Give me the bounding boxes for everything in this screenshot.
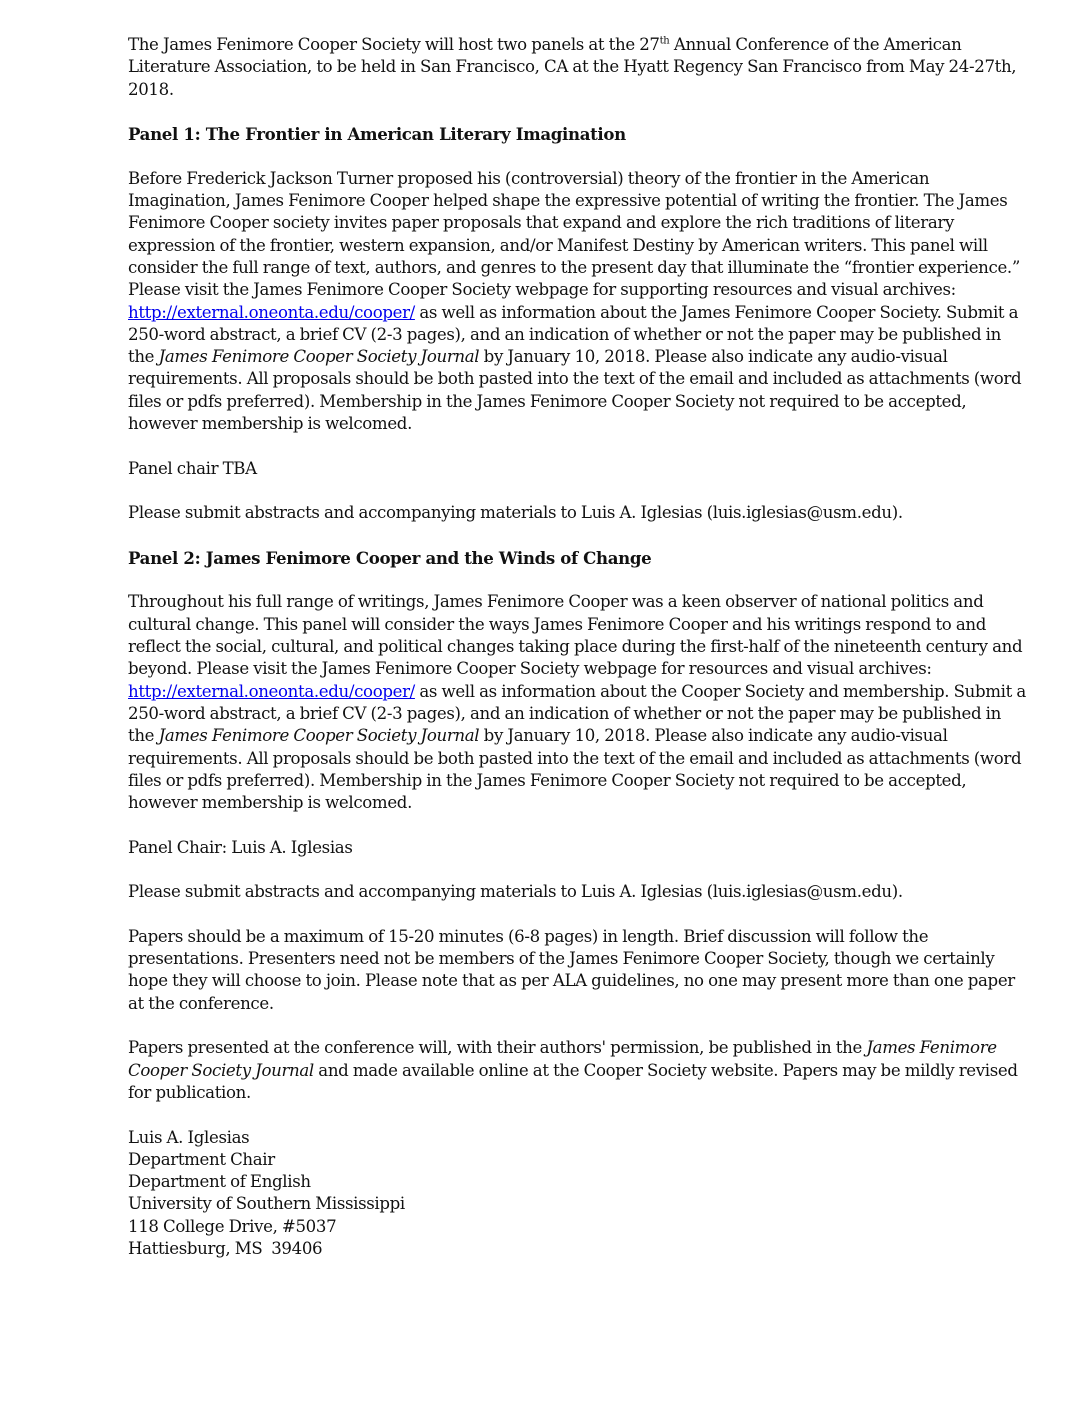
panel1-text-b: as well as information about the James Fenimore Cooper Society. Submit a 250-word abstract, a brief CV (2-3 pages), and an indication of whether or not the paper may be published in the: [128, 302, 1019, 367]
journal-title: James Fenimore Cooper Society Journal: [158, 726, 480, 746]
panel2-heading: Panel 2: James Fenimore Cooper and the Winds of Change: [128, 547, 652, 568]
signature-department: Department of English: [128, 1172, 311, 1192]
guidelines-paragraph: Papers should be a maximum of 15-20 minutes (6-8 pages) in length. Brief discussion will follow the presentations. Presenters need not be members of the James Fenimore Cooper Society, though we certainly hope they will choose to join. Please note that as per ALA guidelines, no one may present more than one paper at the conference.: [128, 926, 1015, 1013]
publication-text-b: and made available online at the Cooper Society website. Papers may be mildly revised for publication.: [128, 1060, 1018, 1102]
journal-title: James Fenimore Cooper Society Journal: [128, 1038, 997, 1080]
signature-title: Department Chair: [128, 1149, 275, 1169]
signature-name: Luis A. Iglesias: [128, 1127, 250, 1147]
panel1-text-a: Before Frederick Jackson Turner proposed his (controversial) theory of the frontier in the American Imagination, James Fenimore Cooper helped shape the expressive potential of writing the frontier. The James Fenimore Cooper society invites paper proposals that expand and explore the rich traditions of literary expression of the frontier, western expansion, and/or Manifest Destiny by American writers. This panel will consider the full range of text, authors, and genres to the present day that illuminate the “frontier experience.” Please visit the James Fenimore Cooper Society webpage for supporting resources and visual archives:: [128, 168, 1020, 300]
signature-block: [128, 1127, 1028, 1261]
publication-paragraph: [128, 1037, 1028, 1104]
signature-university: University of Southern Mississippi: [128, 1194, 405, 1214]
panel2-submit: Please submit abstracts and accompanying materials to Luis A. Iglesias (luis.iglesias@usm.edu).: [128, 882, 903, 902]
panel1-text-c: by January 10, 2018. Please also indicate any audio-visual requirements. All proposals should be both pasted into the text of the email and included as attachments (word files or pdfs preferred). Membership in the James Fenimore Cooper Society not required to be accepted, however membership is welcomed.: [128, 347, 1022, 434]
intro-text: The James Fenimore Cooper Society will host two panels at the 27: [128, 35, 660, 54]
document-page: [128, 34, 1028, 1260]
panel2-description: [128, 591, 1028, 814]
intro-paragraph: [128, 34, 1028, 101]
intro-text-cont: Annual Conference of the American Literature Association, to be held in San Francisco, CA at the Hyatt Regency San Francisco from May 24-27th, 2018.: [128, 35, 1017, 99]
panel1-heading: Panel 1: The Frontier in American Literary Imagination: [128, 124, 626, 145]
cooper-society-link[interactable]: http://external.oneonta.edu/cooper/: [128, 681, 415, 701]
panel2-text-c: by January 10, 2018. Please also indicate any audio-visual requirements. All proposals should be both pasted into the text of the email and included as attachments (word files or pdfs preferred). Membership in the James Fenimore Cooper Society not required to be accepted, however membership is welcomed.: [128, 726, 1022, 813]
ordinal-superscript: th: [659, 35, 670, 47]
cooper-society-link[interactable]: http://external.oneonta.edu/cooper/: [128, 302, 415, 322]
signature-street: 118 College Drive, #5037: [128, 1216, 337, 1236]
panel1-chair: Panel chair TBA: [128, 458, 257, 478]
signature-city: Hattiesburg, MS 39406: [128, 1239, 323, 1259]
publication-text-a: Papers presented at the conference will, with their authors' permission, be published in the: [128, 1038, 867, 1058]
panel1-submit: Please submit abstracts and accompanying materials to Luis A. Iglesias (luis.iglesias@usm.edu).: [128, 503, 903, 523]
journal-title: James Fenimore Cooper Society Journal: [158, 347, 480, 367]
panel1-description: [128, 168, 1028, 436]
panel2-text-a: Throughout his full range of writings, James Fenimore Cooper was a keen observer of national politics and cultural change. This panel will consider the ways James Fenimore Cooper and his writings respond to and reflect the social, cultural, and political changes taking place during the first-half of the nineteenth century and beyond. Please visit the James Fenimore Cooper Society webpage for resources and visual archives:: [128, 592, 1023, 679]
panel2-text-b: as well as information about the Cooper Society and membership. Submit a 250-word abstract, a brief CV (2-3 pages), and an indication of whether or not the paper may be published in the: [128, 681, 1026, 746]
panel2-chair: Panel Chair: Luis A. Iglesias: [128, 837, 353, 857]
